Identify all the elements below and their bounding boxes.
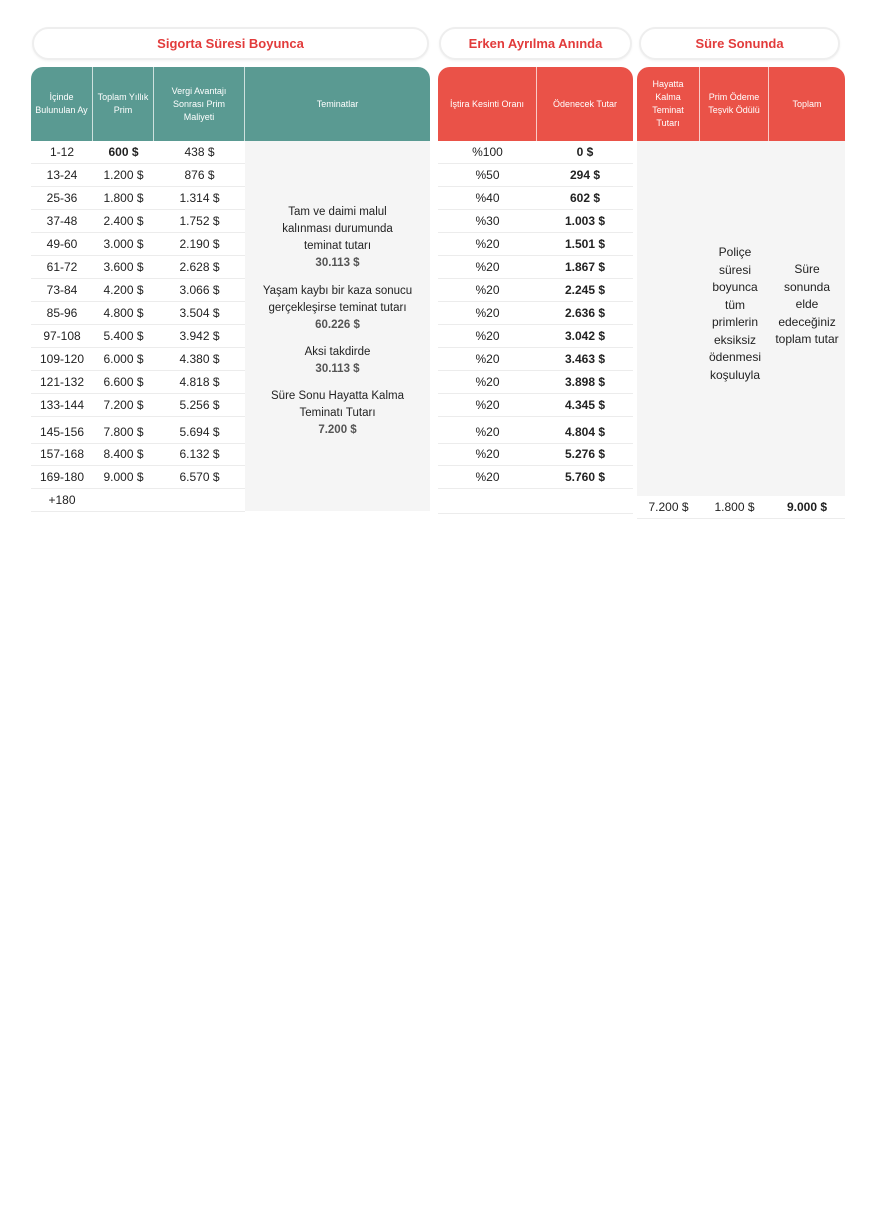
deduction-rate-cell: %20: [475, 260, 500, 274]
left-table-row: [31, 443, 245, 466]
middle-table-row: [438, 443, 633, 466]
middle-table-row: [438, 466, 633, 489]
end-of-term-totals-row: [637, 496, 845, 519]
premium-cell: 1.800 $: [103, 191, 144, 205]
header-deduction-rate: İştira Kesinti Oranı: [438, 67, 537, 141]
month-cell: 109-120: [39, 352, 85, 366]
deduction-rate-cell: %20: [475, 470, 500, 484]
section-title-end-of-term: Süre Sonunda: [639, 27, 840, 60]
payable-amount-cell: 2.245 $: [564, 283, 606, 297]
payable-amount-cell: 294 $: [569, 168, 601, 182]
month-cell: 169-180: [39, 470, 85, 484]
cost-cell: 2.190 $: [179, 237, 220, 251]
premium-cell: 5.400 $: [103, 329, 144, 343]
coverage-amount: 30.113 $: [315, 257, 360, 269]
premium-cell: 9.000 $: [103, 470, 144, 484]
header-month: İçinde Bulunulan Ay: [31, 67, 93, 141]
deduction-rate-cell: %20: [475, 352, 500, 366]
middle-table-row: [438, 141, 633, 164]
cost-cell: 1.314 $: [179, 191, 220, 205]
coverage-text: Süre Sonu Hayatta Kalma Teminatı Tutarı: [271, 390, 404, 419]
cost-cell: 438 $: [184, 145, 215, 159]
header-coverages: Teminatlar: [316, 98, 359, 109]
premium-cell: 1.200 $: [103, 168, 144, 182]
coverage-text: Aksi takdirde: [304, 346, 371, 358]
deduction-rate-cell: %20: [475, 447, 500, 461]
middle-table-header: [438, 67, 633, 141]
middle-table-row: [438, 394, 633, 417]
left-table-row: [31, 256, 245, 279]
month-cell: 121-132: [39, 375, 85, 389]
right-table-header: [637, 67, 845, 141]
premium-cell: 7.800 $: [103, 425, 144, 439]
month-cell: 13-24: [46, 168, 78, 182]
month-cell: 85-96: [46, 306, 78, 320]
header-bonus: Prim Ödeme Teşvik Ödülü: [700, 67, 769, 141]
deduction-rate-cell: %40: [475, 191, 500, 205]
coverage-accidental-death: [245, 283, 430, 334]
middle-table-row: [438, 325, 633, 348]
coverage-text: Tam ve daimi malul kalınması durumunda teminat tutarı: [282, 206, 393, 252]
coverage-amount: 60.226 $: [315, 319, 360, 331]
payable-amount-cell: 3.898 $: [564, 375, 606, 389]
cost-cell: 2.628 $: [179, 260, 220, 274]
middle-table-row: [438, 256, 633, 279]
month-cell: 73-84: [46, 283, 78, 297]
cost-cell: 6.132 $: [179, 447, 220, 461]
premium-cell: 2.400 $: [103, 214, 144, 228]
payable-amount-cell: 5.760 $: [564, 470, 606, 484]
month-cell: 61-72: [46, 260, 78, 274]
premium-cell: 4.800 $: [103, 306, 144, 320]
left-table-row: [31, 141, 245, 164]
coverage-amount: 30.113 $: [315, 363, 360, 375]
cost-cell: 6.570 $: [179, 470, 220, 484]
month-cell: 157-168: [39, 447, 85, 461]
left-table-row: [31, 489, 245, 512]
payable-amount-cell: 602 $: [569, 191, 601, 205]
premium-cell: 3.600 $: [103, 260, 144, 274]
cost-cell: 5.694 $: [179, 425, 220, 439]
month-cell: 97-108: [43, 329, 81, 343]
section-title-early-exit: Erken Ayrılma Anında: [439, 27, 632, 60]
cost-cell: 876 $: [184, 168, 215, 182]
premium-cell: 600 $: [108, 145, 139, 159]
month-cell: 49-60: [46, 237, 78, 251]
condition-note: Poliçe süresi boyunca tüm primlerin eksiksiz ödenmesi koşuluyla: [708, 245, 762, 382]
cost-cell: 1.752 $: [179, 214, 220, 228]
middle-table-row: [438, 421, 633, 444]
middle-table-row: [438, 371, 633, 394]
deduction-rate-cell: %20: [475, 306, 500, 320]
coverage-disability: [245, 204, 430, 272]
left-table-row: [31, 325, 245, 348]
header-annual-premium: Toplam Yıllık Prim: [93, 67, 154, 141]
left-table-row: [31, 466, 245, 489]
left-table-row: [31, 164, 245, 187]
deduction-rate-cell: %20: [475, 398, 500, 412]
payable-amount-cell: 1.003 $: [564, 214, 606, 228]
coverage-amount: 7.200 $: [318, 424, 357, 436]
deduction-rate-cell: %50: [475, 168, 500, 182]
middle-table-empty-row: [438, 489, 633, 514]
deduction-rate-cell: %20: [475, 425, 500, 439]
left-table-header: [31, 67, 430, 141]
coverage-text: Yaşam kaybı bir kaza sonucu gerçekleşirse teminat tutarı: [262, 285, 413, 314]
header-payable-amount: Ödenecek Tutar: [552, 98, 618, 109]
left-table-row: [31, 371, 245, 394]
left-table-row: [31, 302, 245, 325]
left-table-row: [31, 421, 245, 444]
premium-cell: 3.000 $: [103, 237, 144, 251]
cost-cell: 3.504 $: [179, 306, 220, 320]
header-net-cost: Vergi Avantajı Sonrası Prim Maliyeti: [154, 67, 245, 141]
cost-cell: 4.380 $: [179, 352, 220, 366]
cost-cell: 5.256 $: [179, 398, 220, 412]
header-total: Toplam: [792, 98, 822, 109]
deduction-rate-cell: %30: [475, 214, 500, 228]
month-cell: +180: [48, 493, 76, 507]
premium-cell: 6.000 $: [103, 352, 144, 366]
month-cell: 37-48: [46, 214, 78, 228]
survival-amount: 7.200 $: [648, 500, 689, 514]
middle-table-row: [438, 187, 633, 210]
month-cell: 145-156: [39, 425, 85, 439]
middle-table-row: [438, 302, 633, 325]
deduction-rate-cell: %20: [475, 283, 500, 297]
middle-table-row: [438, 233, 633, 256]
end-of-term-panel: [637, 141, 845, 496]
cost-cell: 3.942 $: [179, 329, 220, 343]
section-title-during-term: Sigorta Süresi Boyunca: [32, 27, 429, 60]
left-table-row: [31, 210, 245, 233]
payable-amount-cell: 4.345 $: [564, 398, 606, 412]
total-note: Süre sonunda elde edeceğiniz toplam tutar: [775, 262, 839, 346]
coverage-survival: [245, 388, 430, 439]
payable-amount-cell: 3.042 $: [564, 329, 606, 343]
left-table-row: [31, 394, 245, 417]
coverages-panel: [245, 141, 430, 511]
header-survival-amount: Hayatta Kalma Teminat Tutarı: [637, 67, 700, 141]
middle-table-row: [438, 164, 633, 187]
deduction-rate-cell: %20: [475, 329, 500, 343]
middle-table-row: [438, 279, 633, 302]
premium-cell: 7.200 $: [103, 398, 144, 412]
deduction-rate-cell: %20: [475, 375, 500, 389]
premium-cell: 8.400 $: [103, 447, 144, 461]
middle-table-row: [438, 348, 633, 371]
left-table-row: [31, 233, 245, 256]
premium-cell: 6.600 $: [103, 375, 144, 389]
total-amount: 9.000 $: [786, 500, 828, 514]
coverage-otherwise: [245, 344, 430, 378]
payable-amount-cell: 1.501 $: [564, 237, 606, 251]
cost-cell: 4.818 $: [179, 375, 220, 389]
left-table-row: [31, 279, 245, 302]
left-table-row: [31, 348, 245, 371]
cost-cell: 3.066 $: [179, 283, 220, 297]
premium-cell: 4.200 $: [103, 283, 144, 297]
payable-amount-cell: 0 $: [576, 145, 594, 159]
payable-amount-cell: 2.636 $: [564, 306, 606, 320]
bonus-amount: 1.800 $: [714, 500, 755, 514]
month-cell: 1-12: [49, 145, 75, 159]
month-cell: 133-144: [39, 398, 85, 412]
middle-table-row: [438, 210, 633, 233]
payable-amount-cell: 1.867 $: [564, 260, 606, 274]
month-cell: 25-36: [46, 191, 78, 205]
payable-amount-cell: 4.804 $: [564, 425, 606, 439]
payable-amount-cell: 5.276 $: [564, 447, 606, 461]
deduction-rate-cell: %20: [475, 237, 500, 251]
deduction-rate-cell: %100: [472, 145, 503, 159]
left-table-row: [31, 187, 245, 210]
payable-amount-cell: 3.463 $: [564, 352, 606, 366]
